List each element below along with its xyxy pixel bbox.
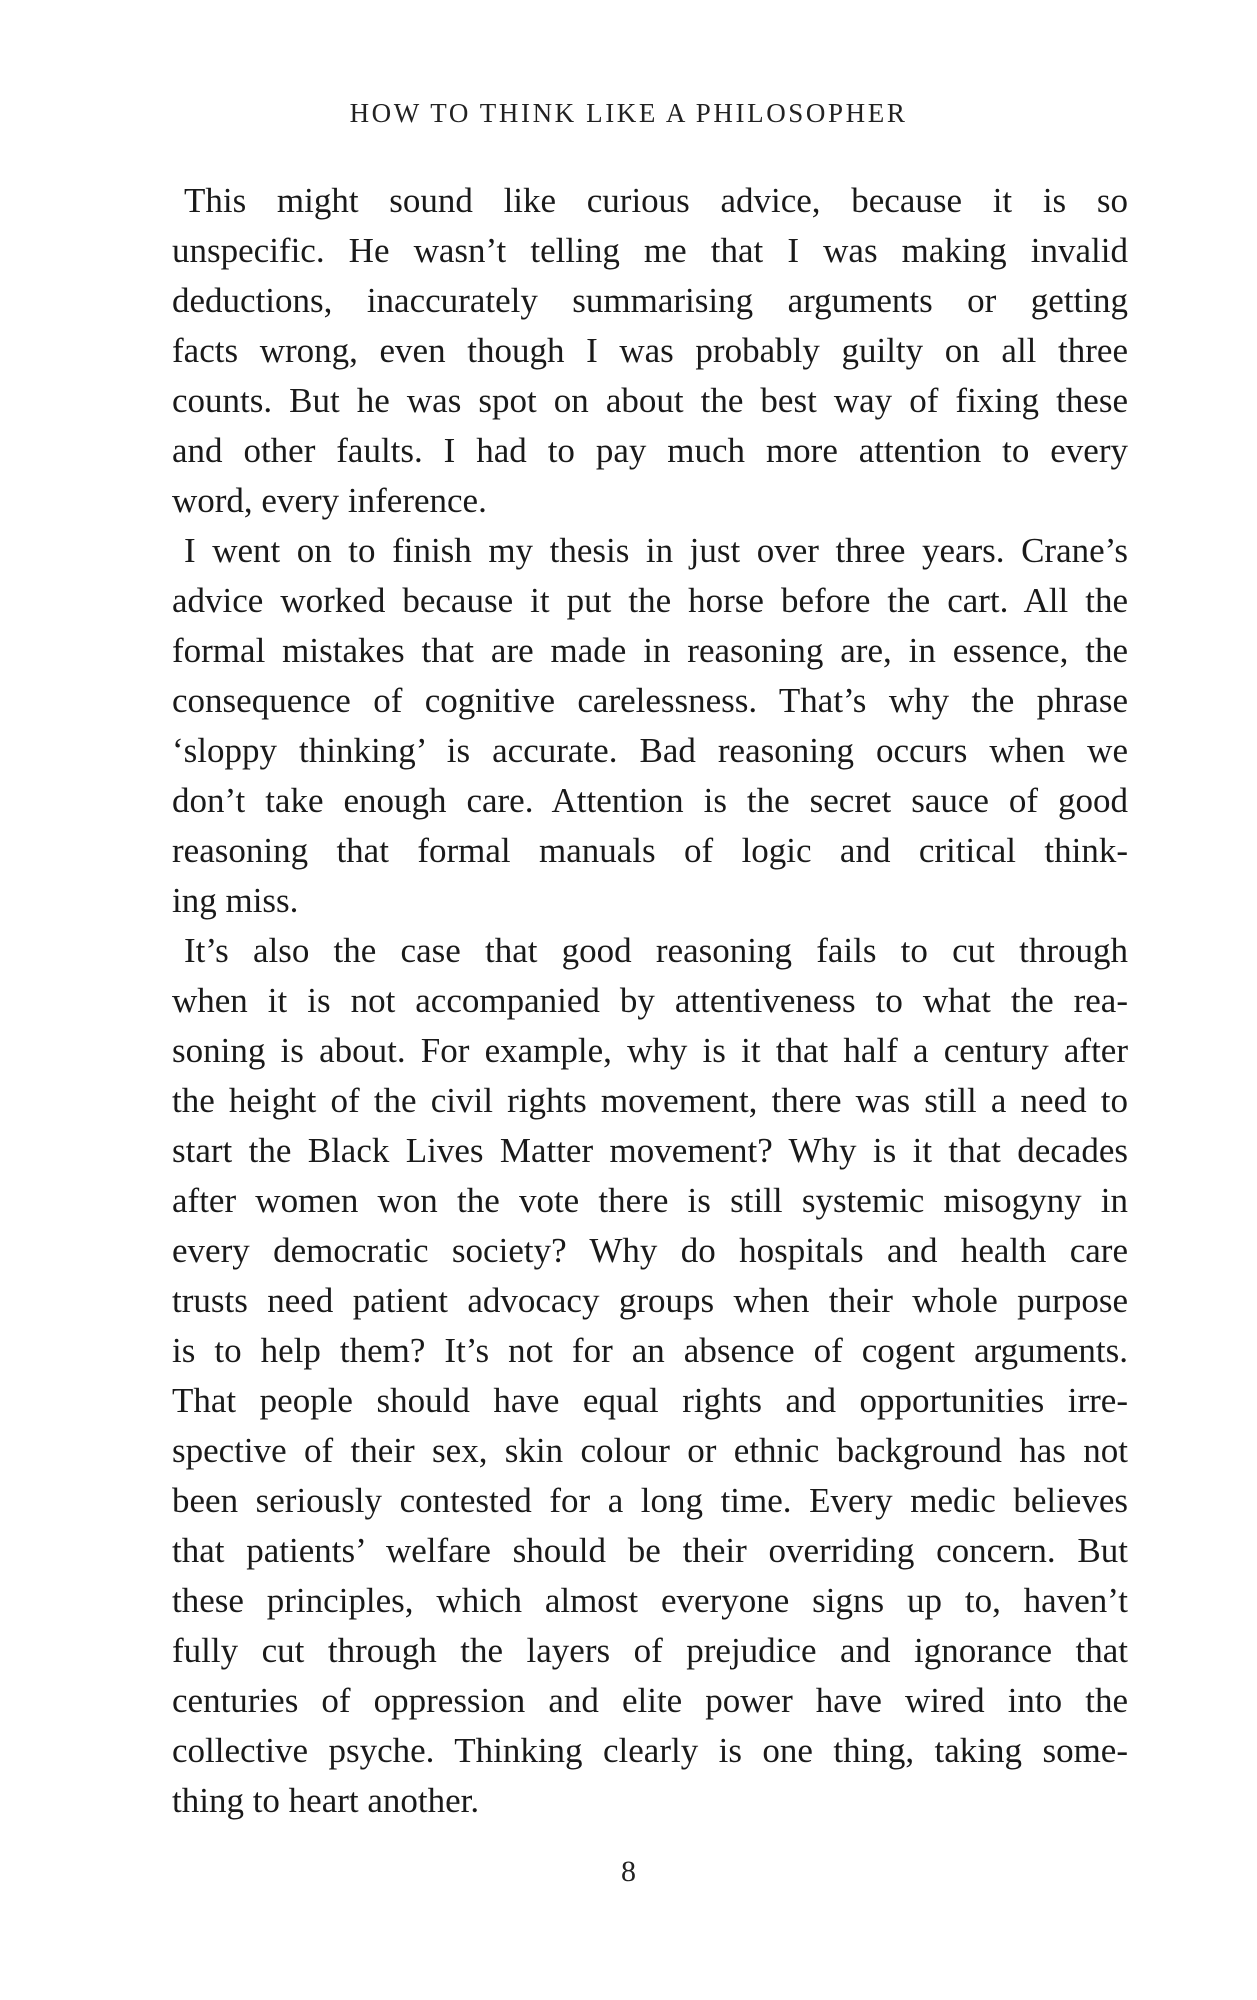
text-line: formal mistakes that are made in reasoning are, in essence, the [172, 631, 1128, 670]
text-line: reasoning that formal manuals of logic and critical think- [172, 831, 1128, 870]
text-line: That people should have equal rights and opportunities irre- [172, 1381, 1128, 1420]
text-line: collective psyche. Thinking clearly is one thing, taking some- [172, 1731, 1128, 1770]
text-line: been seriously contested for a long time. Every medic believes [172, 1481, 1128, 1520]
text-line: the height of the civil rights movement, there was still a need to [172, 1081, 1128, 1120]
text-line: is to help them? It’s not for an absence of cogent arguments. [172, 1331, 1128, 1370]
text-line: I went on to finish my thesis in just over three years. Crane’s [184, 531, 1128, 570]
text-line: when it is not accompanied by attentiveness to what the rea- [172, 981, 1128, 1020]
text-line: This might sound like curious advice, because it is so [184, 181, 1128, 220]
text-line: advice worked because it put the horse before the cart. All the [172, 581, 1128, 620]
text-line: consequence of cognitive carelessness. That’s why the phrase [172, 681, 1128, 720]
text-line: ‘sloppy thinking’ is accurate. Bad reasoning occurs when we [172, 731, 1128, 770]
text-line: thing to heart another. [172, 1781, 480, 1820]
text-line: deductions, inaccurately summarising arguments or getting [172, 281, 1128, 320]
text-line: trusts need patient advocacy groups when their whole purpose [172, 1281, 1128, 1320]
text-line: word, every inference. [172, 481, 487, 520]
text-line: fully cut through the layers of prejudice and ignorance that [172, 1631, 1128, 1670]
text-line: It’s also the case that good reasoning fails to cut through [184, 931, 1128, 970]
text-line: these principles, which almost everyone signs up to, haven’t [172, 1581, 1128, 1620]
text-line: unspecific. He wasn’t telling me that I was making invalid [172, 231, 1128, 270]
text-line: soning is about. For example, why is it that half a century after [172, 1031, 1128, 1070]
text-line: ing miss. [172, 881, 299, 920]
text-line: facts wrong, even though I was probably guilty on all three [172, 331, 1128, 370]
text-line: counts. But he was spot on about the best way of fixing these [172, 381, 1128, 420]
body-text [172, 176, 1128, 1826]
text-line: spective of their sex, skin colour or ethnic background has not [172, 1431, 1128, 1470]
page-number: 8 [621, 1855, 636, 1888]
running-head: HOW TO THINK LIKE A PHILOSOPHER [349, 98, 908, 128]
text-line: centuries of oppression and elite power have wired into the [172, 1681, 1128, 1720]
text-line: that patients’ welfare should be their overriding concern. But [172, 1531, 1128, 1570]
text-line: and other faults. I had to pay much more attention to every [172, 431, 1128, 470]
text-line: every democratic society? Why do hospitals and health care [172, 1231, 1128, 1270]
text-line: after women won the vote there is still systemic misogyny in [172, 1181, 1128, 1220]
text-line: start the Black Lives Matter movement? Why is it that decades [172, 1131, 1128, 1170]
text-line: don’t take enough care. Attention is the secret sauce of good [172, 781, 1128, 820]
